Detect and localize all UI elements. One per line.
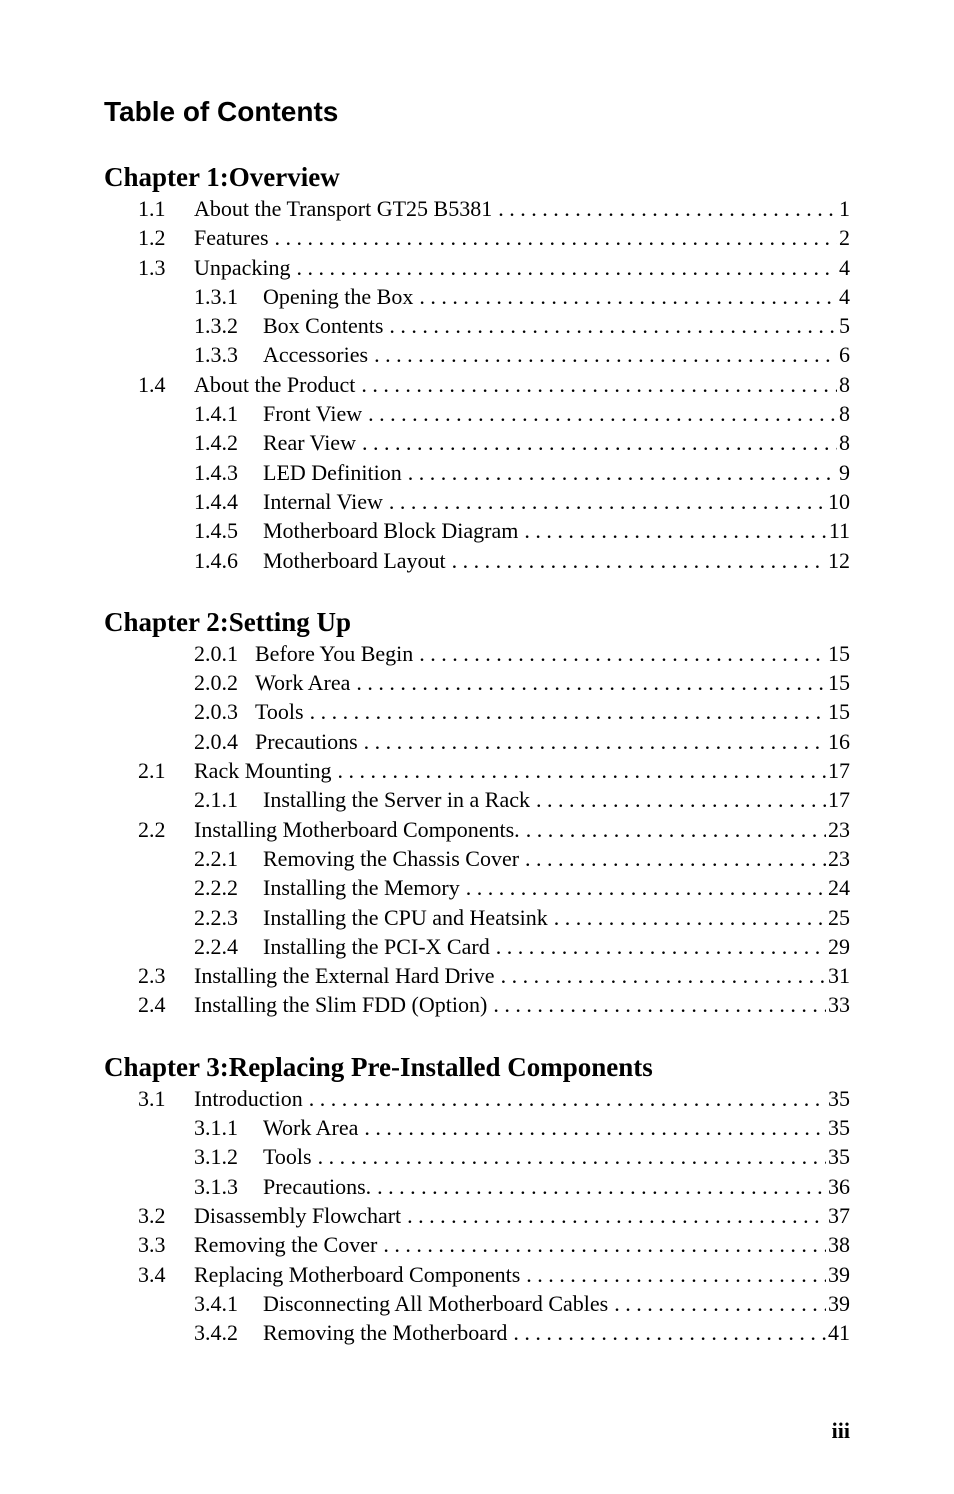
dot-leader xyxy=(364,1113,826,1142)
page-ref: 35 xyxy=(828,1115,850,1141)
page-ref: 15 xyxy=(828,640,850,666)
dot-leader xyxy=(364,727,826,756)
toc-entry[interactable] xyxy=(104,223,850,252)
toc-entry[interactable] xyxy=(104,516,850,545)
section-number: 3.4.2 xyxy=(194,1320,238,1346)
dot-leader xyxy=(389,487,826,516)
page-ref: 39 xyxy=(828,1261,850,1287)
section-number: 3.2 xyxy=(138,1202,166,1228)
dot-leader xyxy=(356,668,826,697)
dot-leader xyxy=(496,932,826,961)
page-ref: 23 xyxy=(828,845,850,871)
chapter-list xyxy=(104,160,850,1347)
section-number: 1.3.3 xyxy=(194,342,238,368)
dot-leader xyxy=(419,282,837,311)
toc-entry[interactable] xyxy=(104,1230,850,1259)
section-number: 3.1.3 xyxy=(194,1173,238,1199)
toc-entry[interactable] xyxy=(104,546,850,575)
section-title: Installing the External Hard Drive xyxy=(194,963,495,989)
toc-entry[interactable] xyxy=(104,815,850,844)
toc-entry[interactable] xyxy=(104,399,850,428)
section-number: 3.3 xyxy=(138,1232,166,1258)
section-title: LED Definition xyxy=(263,459,402,485)
dot-leader xyxy=(452,546,826,575)
section-number: 1.4.4 xyxy=(194,488,238,514)
section-title: Installing the Memory xyxy=(263,875,460,901)
dot-leader xyxy=(513,1318,826,1347)
toc-page xyxy=(104,92,850,1377)
section-title: Before You Begin xyxy=(255,640,414,666)
dot-leader xyxy=(526,1260,826,1289)
page-ref: 37 xyxy=(828,1202,850,1228)
section-number: 2.2.3 xyxy=(194,904,238,930)
section-title: Removing the Motherboard xyxy=(263,1320,508,1346)
section-title: Internal View xyxy=(263,488,383,514)
page-ref: 36 xyxy=(828,1173,850,1199)
dot-leader xyxy=(526,815,826,844)
toc-entry[interactable] xyxy=(104,990,850,1019)
dot-leader xyxy=(362,428,837,457)
section-number: 1.3.2 xyxy=(194,313,238,339)
section-title: Accessories xyxy=(263,342,369,368)
dot-leader xyxy=(377,1172,826,1201)
section-title: Removing the Chassis Cover xyxy=(263,845,520,871)
page-ref: 2 xyxy=(839,225,850,251)
section-title: Unpacking xyxy=(194,254,291,280)
section-title: Work Area xyxy=(263,1115,359,1141)
toc-entry[interactable] xyxy=(104,194,850,223)
page-ref: 35 xyxy=(828,1144,850,1170)
dot-leader xyxy=(383,1230,826,1259)
dot-leader xyxy=(297,253,837,282)
page-ref: 25 xyxy=(828,904,850,930)
chapter-section xyxy=(104,1050,850,1348)
page-ref: 4 xyxy=(839,254,850,280)
page-ref: 23 xyxy=(828,816,850,842)
chapter-heading[interactable]: Chapter 1:Overview xyxy=(104,162,340,192)
section-number: 2.3 xyxy=(138,963,166,989)
dot-leader xyxy=(408,458,837,487)
page-ref: 5 xyxy=(839,313,850,339)
page-ref: 29 xyxy=(828,933,850,959)
dot-leader xyxy=(493,990,826,1019)
page-ref: 33 xyxy=(828,992,850,1018)
page-ref: 9 xyxy=(839,459,850,485)
section-title: Rear View xyxy=(263,430,356,456)
section-number: 2.2.2 xyxy=(194,875,238,901)
section-title: Tools xyxy=(263,1144,312,1170)
section-title: Disassembly Flowchart xyxy=(194,1202,402,1228)
page-ref: 17 xyxy=(828,758,850,784)
section-title: Removing the Cover xyxy=(194,1232,378,1258)
section-title: Installing Motherboard Components. xyxy=(194,816,520,842)
section-number: 1.2 xyxy=(138,225,166,251)
toc-entry[interactable] xyxy=(104,1289,850,1318)
dot-leader xyxy=(498,194,837,223)
page-ref: 38 xyxy=(828,1232,850,1258)
dot-leader xyxy=(318,1142,826,1171)
toc-entry[interactable] xyxy=(104,668,850,697)
toc-title: Table of Contents xyxy=(104,96,339,127)
page-number: iii xyxy=(831,1418,850,1443)
chapter-section xyxy=(104,605,850,1020)
dot-leader xyxy=(525,844,826,873)
page-ref: 12 xyxy=(828,547,850,573)
dot-leader xyxy=(466,873,826,902)
dot-leader xyxy=(524,516,826,545)
section-title: Installing the PCI-X Card xyxy=(263,933,490,959)
section-number: 3.4.1 xyxy=(194,1290,238,1316)
section-number: 2.0.3 xyxy=(194,699,238,725)
section-number: 2.0.1 xyxy=(194,640,238,666)
section-title: Work Area xyxy=(255,670,351,696)
chapter-section xyxy=(104,160,850,575)
toc-entry[interactable] xyxy=(104,1084,850,1113)
section-title: Installing the Slim FDD (Option) xyxy=(194,992,488,1018)
section-title: Tools xyxy=(255,699,304,725)
section-number: 1.3.1 xyxy=(194,283,238,309)
section-number: 3.1.2 xyxy=(194,1144,238,1170)
section-title: Precautions xyxy=(255,728,358,754)
section-title: Replacing Motherboard Components xyxy=(194,1261,521,1287)
page-ref: 4 xyxy=(839,283,850,309)
toc-entry[interactable] xyxy=(104,458,850,487)
section-number: 2.0.2 xyxy=(194,670,238,696)
section-title: Opening the Box xyxy=(263,283,414,309)
toc-entry[interactable] xyxy=(104,873,850,902)
toc-entry[interactable] xyxy=(104,756,850,785)
dot-leader xyxy=(536,785,826,814)
toc-entry[interactable] xyxy=(104,253,850,282)
chapter-heading[interactable]: Chapter 3:Replacing Pre-Installed Components xyxy=(104,1051,653,1082)
toc-entry[interactable] xyxy=(104,370,850,399)
page-ref: 24 xyxy=(828,875,850,901)
section-title: Rack Mounting xyxy=(194,758,332,784)
section-number: 1.4.6 xyxy=(194,547,238,573)
dot-leader xyxy=(554,903,826,932)
page-ref: 8 xyxy=(839,371,850,397)
dot-leader xyxy=(419,639,826,668)
toc-entry[interactable] xyxy=(104,961,850,990)
section-number: 1.4 xyxy=(138,371,166,397)
toc-entry[interactable] xyxy=(104,1260,850,1289)
toc-entry[interactable] xyxy=(104,639,850,668)
dot-leader xyxy=(374,340,837,369)
dot-leader xyxy=(368,399,837,428)
page-ref: 16 xyxy=(828,728,850,754)
section-title: About the Transport GT25 B5381 xyxy=(194,196,493,221)
page-ref: 39 xyxy=(828,1290,850,1316)
chapter-heading[interactable]: Chapter 2:Setting Up xyxy=(104,606,352,637)
page-ref: 11 xyxy=(828,518,850,544)
toc-entry[interactable] xyxy=(104,1142,850,1171)
page-ref: 41 xyxy=(828,1320,850,1346)
section-number: 2.1.1 xyxy=(194,787,238,813)
toc-entry[interactable] xyxy=(104,487,850,516)
toc-entry[interactable] xyxy=(104,311,850,340)
toc-entry[interactable] xyxy=(104,1318,850,1347)
section-number: 1.4.3 xyxy=(194,459,238,485)
section-number: 1.3 xyxy=(138,254,166,280)
section-title: Motherboard Layout xyxy=(263,547,446,573)
section-number: 2.1 xyxy=(138,758,166,784)
dot-leader xyxy=(407,1201,826,1230)
toc-entry[interactable] xyxy=(104,727,850,756)
section-title: Features xyxy=(194,225,269,251)
section-number: 1.4.1 xyxy=(194,401,238,427)
toc-entry[interactable] xyxy=(104,428,850,457)
dot-leader xyxy=(310,697,826,726)
section-number: 2.0.4 xyxy=(194,728,238,754)
toc-entry[interactable] xyxy=(104,282,850,311)
page-ref: 10 xyxy=(828,488,850,514)
toc-entry[interactable] xyxy=(104,903,850,932)
page-ref: 35 xyxy=(828,1085,850,1111)
toc-entry[interactable] xyxy=(104,932,850,961)
page-ref: 17 xyxy=(828,787,850,813)
section-number: 2.2.4 xyxy=(194,933,238,959)
section-number: 2.2.1 xyxy=(194,845,238,871)
toc-entry[interactable] xyxy=(104,785,850,814)
dot-leader xyxy=(338,756,827,785)
toc-entry[interactable] xyxy=(104,1113,850,1142)
section-number: 1.1 xyxy=(138,196,166,221)
section-number: 3.4 xyxy=(138,1261,166,1287)
page-ref: 1 xyxy=(839,196,850,221)
page-ref: 8 xyxy=(839,430,850,456)
dot-leader xyxy=(389,311,837,340)
dot-leader xyxy=(309,1084,826,1113)
page-ref: 8 xyxy=(839,401,850,427)
toc-entry[interactable] xyxy=(104,697,850,726)
dot-leader xyxy=(361,370,837,399)
section-number: 3.1.1 xyxy=(194,1115,238,1141)
toc-entry[interactable] xyxy=(104,340,850,369)
section-number: 1.4.5 xyxy=(194,518,238,544)
section-title: Motherboard Block Diagram xyxy=(263,518,519,544)
section-title: Installing the Server in a Rack xyxy=(263,787,530,813)
dot-leader xyxy=(275,223,837,252)
section-number: 2.4 xyxy=(138,992,166,1018)
page-ref: 6 xyxy=(839,342,850,368)
section-title: Installing the CPU and Heatsink xyxy=(263,904,548,930)
page-ref: 15 xyxy=(828,699,850,725)
page-ref: 31 xyxy=(828,963,850,989)
section-number: 3.1 xyxy=(138,1085,166,1111)
section-number: 2.2 xyxy=(138,816,166,842)
dot-leader xyxy=(614,1289,826,1318)
section-title: Box Contents xyxy=(263,313,384,339)
dot-leader xyxy=(501,961,826,990)
toc-entry[interactable] xyxy=(104,1172,850,1201)
section-number: 1.4.2 xyxy=(194,430,238,456)
section-title: Precautions. xyxy=(263,1173,372,1199)
section-title: About the Product xyxy=(194,371,356,397)
toc-entry[interactable] xyxy=(104,844,850,873)
section-title: Disconnecting All Motherboard Cables xyxy=(263,1290,609,1316)
toc-entry[interactable] xyxy=(104,1201,850,1230)
section-title: Front View xyxy=(263,401,363,427)
page-ref: 15 xyxy=(828,670,850,696)
section-title: Introduction xyxy=(194,1085,303,1111)
